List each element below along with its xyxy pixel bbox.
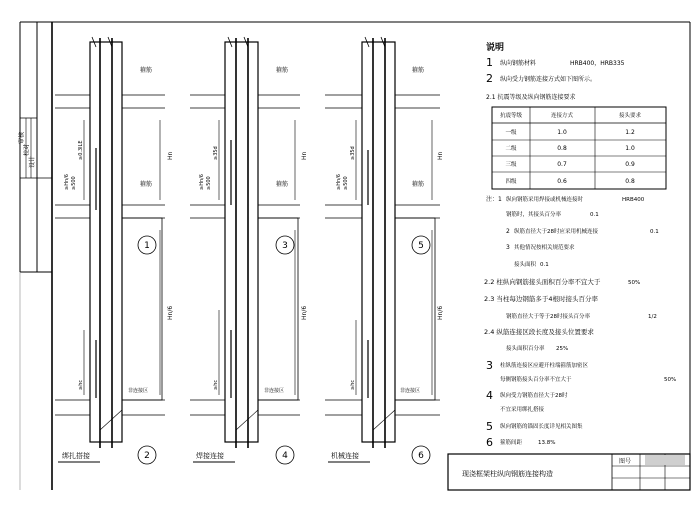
- remark-label: 注：: [486, 196, 499, 203]
- remark-3b-value: 0.1: [540, 262, 549, 268]
- note-3-text: 柱纵筋连接区应避开柱端箍筋加密区: [500, 363, 589, 369]
- detail-1-dim-c: ≥hc: [78, 379, 84, 390]
- note-3-value: 50%: [664, 377, 677, 383]
- note-2-3-text: 2.3 当柱每边钢筋多于4根时接头百分率: [484, 295, 599, 303]
- detail-3-dim-hn: Hn: [301, 151, 308, 160]
- table-header-method: 连接方式: [550, 113, 574, 119]
- note-6-value: 13.8%: [538, 440, 556, 446]
- note-4-text: 纵向受力钢筋直径大于28时: [500, 393, 568, 399]
- table-row-2-grade: 二级: [505, 146, 517, 152]
- note-5-number: 5: [486, 420, 493, 433]
- remark-3-text: 其他情况按相关规范要求: [514, 245, 575, 251]
- table-row-1-method: 1.0: [557, 129, 567, 136]
- note-5-text: 纵向钢筋的锚固长度详见相关图集: [500, 424, 583, 430]
- table-row-4-requirement: 0.8: [625, 178, 635, 185]
- note-6-number: 6: [486, 436, 493, 449]
- note-2-3-value: 1/2: [648, 314, 657, 320]
- note-2-3b-text: 钢筋直径大于等于28时接头百分率: [506, 314, 590, 320]
- detail-1-dim-b: ≥500: [71, 176, 77, 190]
- detail-3-dim-c: ≥hc: [213, 379, 219, 390]
- table-row-4-method: 0.6: [557, 178, 567, 185]
- detail-5-number: 5: [418, 241, 424, 251]
- sign-row-1: 审核: [18, 131, 26, 145]
- note-2-2-text: 2.2 柱纵向钢筋接头面积百分率不宜大于: [484, 278, 601, 286]
- note-2-number: 2: [486, 72, 493, 85]
- remark-1b-value: 0.1: [590, 212, 599, 218]
- detail-6-caption: 机械连接: [331, 452, 359, 460]
- sheet-frame: [20, 22, 690, 490]
- note-1-text: 纵向钢筋材料: [500, 60, 537, 67]
- table-row-1-requirement: 1.2: [625, 129, 635, 136]
- detail-3-dim-d: ≥35d: [213, 146, 219, 160]
- detail-4-number: 4: [282, 451, 288, 461]
- table-row-1-grade: 一级: [505, 130, 517, 136]
- note-4b-text: 不宜采用绑扎搭接: [500, 407, 545, 413]
- detail-1-label-a: 箍筋: [140, 67, 153, 74]
- detail-1-label-c: 非连接区: [128, 388, 149, 394]
- remark-1-text: 纵向钢筋采用焊接或机械连接时: [506, 197, 584, 203]
- detail-5-label-b: 箍筋: [412, 181, 425, 188]
- note-1-number: 1: [486, 56, 493, 69]
- table-row-4-grade: 四级: [505, 179, 517, 185]
- detail-3-dim-hd: Hn/6: [301, 305, 308, 320]
- note-2-2-value: 50%: [628, 280, 641, 286]
- detail-1-dim-a: ≥Hn/6: [64, 174, 70, 190]
- detail-3-label-a: 箍筋: [276, 67, 289, 74]
- detail-5-dim-d: ≥35d: [350, 146, 356, 160]
- detail-5-label-c: 非连接区: [400, 388, 421, 394]
- note-2-4-text: 2.4 纵筋连接区段长度及接头位置要求: [484, 328, 594, 336]
- drawing-title: 现浇框架柱纵向钢筋连接构造: [462, 470, 553, 478]
- remark-2-number: 2: [506, 228, 510, 235]
- detail-3-label-c: 非连接区: [264, 388, 285, 394]
- sign-row-2: 校对: [23, 143, 31, 157]
- drawing-no-label: 图号: [619, 458, 632, 465]
- detail-1-dim-d: ≥0.3lLE: [78, 140, 84, 160]
- detail-5-dim-hd: Hn/6: [437, 305, 444, 320]
- detail-3-dim-b: ≥500: [206, 176, 212, 190]
- detail-2-caption: 绑扎搭接: [62, 452, 90, 460]
- detail-5-dim-c: ≥hc: [350, 379, 356, 390]
- detail-5-dim-b: ≥500: [343, 176, 349, 190]
- note-2-4-value: 25%: [556, 346, 569, 352]
- detail-1-dim-hd: Hn/6: [167, 305, 174, 320]
- table-row-3-grade: 三级: [505, 162, 517, 168]
- remark-1b-text: 钢筋时，其接头百分率: [506, 212, 562, 218]
- note-3b-text: 每侧钢筋接头百分率不宜大于: [500, 377, 572, 383]
- title-block-shade: [645, 455, 685, 465]
- detail-2-number: 2: [144, 451, 150, 461]
- table-header-grade: 抗震等级: [499, 113, 523, 119]
- note-2-text: 纵向受力钢筋连接方式如下图所示。: [500, 76, 597, 83]
- remark-1-value: HRB400: [622, 197, 645, 203]
- detail-3-number: 3: [282, 241, 288, 251]
- note-2-1-text: 2.1 抗震等级及纵向钢筋连接要求: [486, 94, 576, 101]
- remark-3-number: 3: [506, 244, 510, 251]
- note-2-4b-text: 接头面积百分率: [506, 346, 545, 352]
- detail-1-dim-hn: Hn: [167, 151, 174, 160]
- detail-5-dim-hn: Hn: [437, 151, 444, 160]
- remark-2-value: 0.1: [650, 229, 659, 235]
- table-row-2-requirement: 1.0: [625, 145, 635, 152]
- note-4-number: 4: [486, 389, 493, 402]
- remark-3b-text: 接头面积: [514, 262, 537, 268]
- detail-1-label-b: 箍筋: [140, 181, 153, 188]
- remark-1-number: 1: [498, 196, 502, 203]
- detail-3-label-b: 箍筋: [276, 181, 289, 188]
- remark-2-text: 纵筋直径大于28时应采用机械连接: [514, 229, 598, 235]
- notes-table: [492, 107, 666, 189]
- note-6-text: 箍筋间距: [500, 440, 523, 446]
- table-row-2-method: 0.8: [557, 145, 567, 152]
- notes-heading: 说明: [486, 43, 505, 53]
- detail-4-caption: 焊接连接: [196, 452, 224, 460]
- note-1-value: HRB400，HRB335: [570, 60, 625, 67]
- note-3-number: 3: [486, 359, 493, 372]
- detail-5-label-a: 箍筋: [412, 67, 425, 74]
- detail-1-number: 1: [144, 241, 150, 251]
- sign-row-3: 设计: [29, 155, 36, 169]
- detail-6-number: 6: [418, 451, 424, 461]
- table-row-3-method: 0.7: [557, 161, 567, 168]
- detail-3-dim-a: ≥Hn/6: [199, 174, 205, 190]
- detail-5-dim-a: ≥Hn/6: [336, 174, 342, 190]
- table-header-requirement: 接头要求: [618, 113, 642, 119]
- table-row-3-requirement: 0.9: [625, 161, 635, 168]
